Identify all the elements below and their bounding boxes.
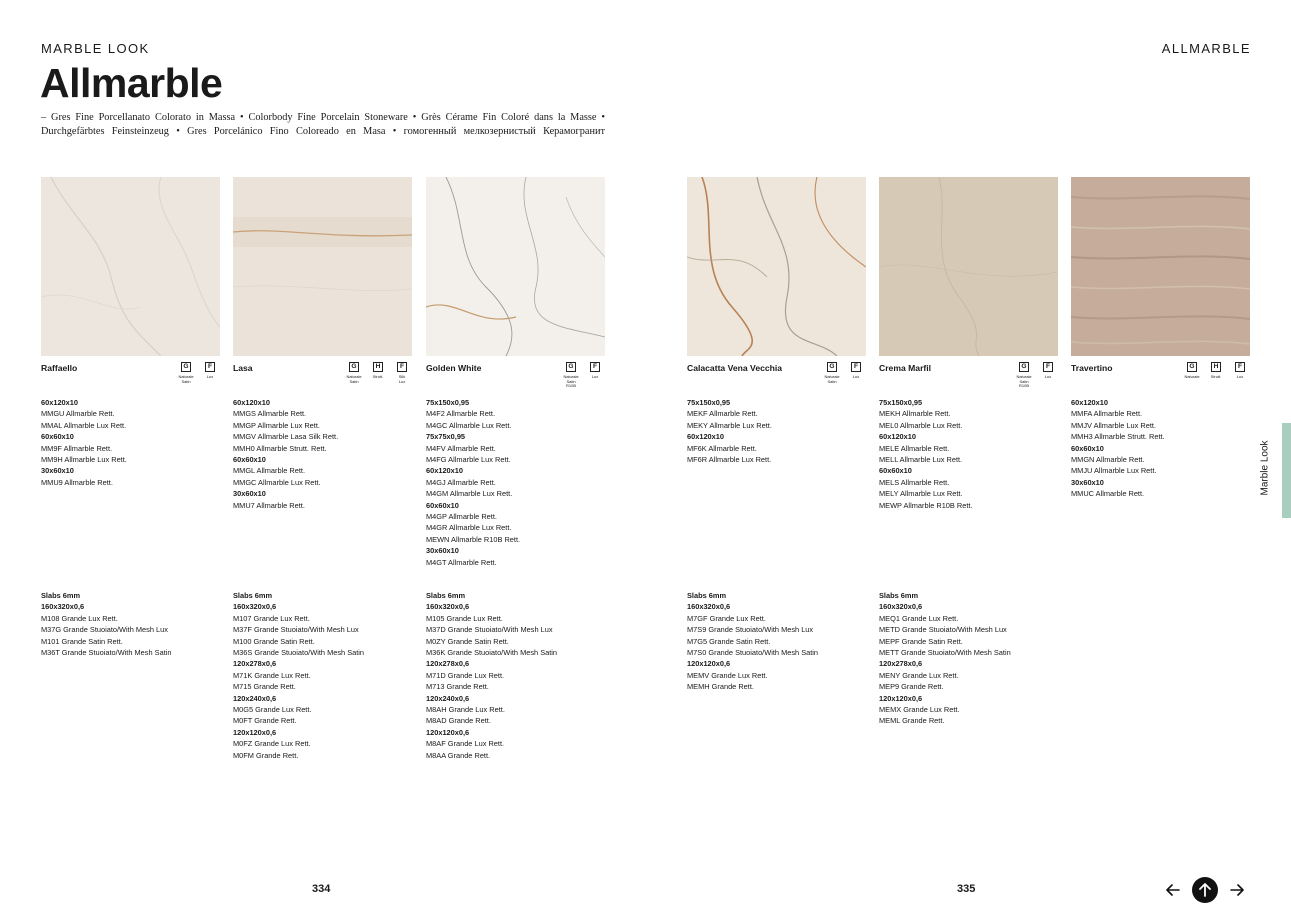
size-heading: 60x120x10 xyxy=(1071,398,1108,407)
product-code-line: M713 Grande Rett. xyxy=(426,682,489,692)
product-card xyxy=(233,177,412,402)
finish-code-icon: G xyxy=(1019,362,1029,372)
size-heading: 120x278x0,6 xyxy=(426,659,470,669)
finish-label: Lux xyxy=(206,374,214,379)
size-heading: 120x278x0,6 xyxy=(233,659,277,669)
swatch-image xyxy=(41,177,220,356)
size-heading: 60x120x10 xyxy=(426,466,463,476)
product-code-line: MEL0 Allmarble Lux Rett. xyxy=(879,420,963,430)
product-card xyxy=(879,177,1058,402)
size-heading: 60x120x10 xyxy=(879,432,916,442)
product-card xyxy=(687,177,866,402)
size-heading: 75x150x0,95 xyxy=(879,398,923,407)
product-code-line: MMH3 Allmarble Strutt. Rett. xyxy=(1071,432,1165,442)
finish-icons xyxy=(561,362,605,389)
product-code-line: M7GF Grande Lux Rett. xyxy=(687,613,766,623)
product-name: Lasa xyxy=(233,363,253,373)
size-heading: 120x120x0,6 xyxy=(426,727,470,737)
product-code-line: MELY Allmarble Lux Rett. xyxy=(879,489,963,499)
size-heading: 60x60x10 xyxy=(426,500,459,510)
finish-code-icon: F xyxy=(851,362,861,372)
product-code-line: MMGP Allmarble Lux Rett. xyxy=(233,420,320,430)
product-code-line: M7S0 Grande Stuoiato/With Mesh Satin xyxy=(687,648,819,658)
product-code-line: MM9F Allmarble Rett. xyxy=(41,443,113,453)
product-code-line: M105 Grande Lux Rett. xyxy=(426,613,503,623)
product-code-line: MELS Allmarble Rett. xyxy=(879,477,950,487)
product-code-line: MEPF Grande Satin Rett. xyxy=(879,636,963,646)
swatch-texture-crema-marfil xyxy=(879,177,1058,356)
size-heading: Slabs 6mm xyxy=(233,591,273,600)
brand-label: ALLMARBLE xyxy=(1161,41,1251,56)
product-code-line: M36S Grande Stuoiato/With Mesh Satin xyxy=(233,648,365,658)
size-heading: Slabs 6mm xyxy=(41,591,81,600)
finish-label: Lux xyxy=(591,374,599,379)
product-code-line: M71D Grande Lux Rett. xyxy=(426,670,505,680)
size-heading: 75x150x0,95 xyxy=(687,398,731,407)
product-code-line: MEKH Allmarble Rett. xyxy=(879,409,951,419)
product-name: Crema Marfil xyxy=(879,363,932,373)
finish-code-icon: G xyxy=(181,362,191,372)
finish-code-icon: G xyxy=(566,362,576,372)
finish-code-icon: H xyxy=(1211,362,1221,372)
product-code-line: M4GP Allmarble Rett. xyxy=(426,512,497,522)
size-heading: 120x240x0,6 xyxy=(426,693,470,703)
product-code-line: MMU7 Allmarble Rett. xyxy=(233,500,305,510)
swatch-image xyxy=(687,177,866,356)
size-heading: 60x60x10 xyxy=(1071,443,1104,453)
size-heading: 120x240x0,6 xyxy=(233,693,277,703)
product-code-line: M0FT Grande Rett. xyxy=(233,716,297,726)
code-list xyxy=(687,397,866,465)
product-code-line: MMJV Allmarble Lux Rett. xyxy=(1071,420,1157,430)
size-heading: 160x320x0,6 xyxy=(879,602,923,612)
size-heading: 60x120x10 xyxy=(687,432,724,442)
size-heading: 30x60x10 xyxy=(426,546,459,556)
product-code-line: MMAL Allmarble Lux Rett. xyxy=(41,420,127,430)
swatch-texture-calacatta-vena-vecchia xyxy=(687,177,866,356)
product-code-line: MEMX Grande Lux Rett. xyxy=(879,705,960,715)
product-name: Calacatta Vena Vecchia xyxy=(687,363,783,373)
product-code-line: M4GJ Allmarble Rett. xyxy=(426,477,496,487)
finish-label: Strutt. xyxy=(372,374,384,379)
product-code-line: M0ZY Grande Satin Rett. xyxy=(426,636,509,646)
finish-code-icon: F xyxy=(205,362,215,372)
size-heading: 120x120x0,6 xyxy=(687,659,731,669)
product-code-line: M4GC Allmarble Lux Rett. xyxy=(426,420,512,430)
subtitle-line: – Gres Fine Porcellanato Colorato in Massa • Colorbody Fine Porcelain Stoneware • Grès Cérame Fin Coloré dans la Masse • xyxy=(41,112,605,123)
product-code-line: MELL Allmarble Lux Rett. xyxy=(879,455,963,465)
finish-code-icon: F xyxy=(397,362,407,372)
product-code-line: M4F2 Allmarble Rett. xyxy=(426,409,496,419)
size-heading: 75x75x0,95 xyxy=(426,432,466,442)
product-name: Golden White xyxy=(426,363,482,373)
page-number-left: 334 xyxy=(312,883,331,895)
size-heading: Slabs 6mm xyxy=(879,591,919,600)
product-code-line: M101 Grande Satin Rett. xyxy=(41,636,123,646)
product-card xyxy=(426,177,605,402)
product-code-line: M4FV Allmarble Rett. xyxy=(426,443,496,453)
swatch-texture-raffaello xyxy=(41,177,220,356)
product-code-line: MMGL Allmarble Rett. xyxy=(233,466,306,476)
product-code-line: M107 Grande Lux Rett. xyxy=(233,613,310,623)
product-code-line: M4GR Allmarble Lux Rett. xyxy=(426,523,512,533)
product-code-line: MMGU Allmarble Rett. xyxy=(41,409,115,419)
page-number-right: 335 xyxy=(957,883,976,895)
finish-code-icon: F xyxy=(1043,362,1053,372)
finish-code-icon: F xyxy=(590,362,600,372)
arrow-left-icon xyxy=(1166,884,1180,896)
subtitle xyxy=(41,111,605,139)
slab-list xyxy=(687,590,866,693)
product-code-line: M0FM Grande Rett. xyxy=(233,750,299,760)
product-code-line: MF6R Allmarble Lux Rett. xyxy=(687,455,772,465)
subtitle-line: Durchgefärbtes Feinsteinzeug • Gres Porcelánico Fino Coloreado en Masa • гомогенный мелкозернистый Керамогранит xyxy=(41,126,605,137)
product-code-line: M4FG Allmarble Lux Rett. xyxy=(426,455,511,465)
product-name: Travertino xyxy=(1071,363,1113,373)
product-code-line: MMJU Allmarble Lux Rett. xyxy=(1071,466,1157,476)
product-name: Raffaello xyxy=(41,363,78,373)
product-code-line: M0FZ Grande Lux Rett. xyxy=(233,739,311,749)
finish-icons xyxy=(1014,362,1058,389)
size-heading: 30x60x10 xyxy=(233,489,266,499)
product-code-line: MENY Grande Lux Rett. xyxy=(879,670,959,680)
product-code-line: M4GT Allmarble Rett. xyxy=(426,557,497,567)
size-heading: 60x60x10 xyxy=(233,455,266,465)
size-heading: 60x120x10 xyxy=(233,398,270,407)
slab-list xyxy=(41,590,220,658)
size-heading: 30x60x10 xyxy=(1071,477,1104,487)
code-list xyxy=(1071,397,1250,500)
product-code-line: M715 Grande Rett. xyxy=(233,682,296,692)
finish-label: Naturale Satin R10B xyxy=(563,374,579,389)
swatch-texture-lasa xyxy=(233,177,412,356)
code-list xyxy=(41,397,220,488)
finish-code-icon: H xyxy=(373,362,383,372)
size-heading: 160x320x0,6 xyxy=(687,602,731,612)
finish-label: Lux xyxy=(1236,374,1244,379)
finish-label: Naturale Satin xyxy=(178,374,194,384)
product-code-line: M8AF Grande Lux Rett. xyxy=(426,739,505,749)
finish-code-icon: G xyxy=(1187,362,1197,372)
product-code-line: MEWN Allmarble R10B Rett. xyxy=(426,534,521,544)
finish-icons xyxy=(344,362,412,384)
finish-icons xyxy=(1182,362,1250,380)
size-heading: 75x150x0,95 xyxy=(426,398,470,407)
product-card xyxy=(41,177,220,402)
product-code-line: METD Grande Stuoiato/With Mesh Lux xyxy=(879,625,1007,635)
product-code-line: MEKF Allmarble Rett. xyxy=(687,409,758,419)
finish-code-icon: G xyxy=(827,362,837,372)
product-code-line: M0G5 Grande Lux Rett. xyxy=(233,705,312,715)
product-code-line: M36T Grande Stuoiato/With Mesh Satin xyxy=(41,648,172,658)
size-heading: 120x278x0,6 xyxy=(879,659,923,669)
product-code-line: MELE Allmarble Rett. xyxy=(879,443,950,453)
size-heading: 60x60x10 xyxy=(41,432,74,442)
product-code-line: M8AH Grande Lux Rett. xyxy=(426,705,505,715)
previous-page-button[interactable] xyxy=(1160,877,1186,903)
code-list xyxy=(426,397,605,568)
swatch-image xyxy=(1071,177,1250,356)
finish-label: Naturale xyxy=(1184,374,1200,379)
product-code-line: METT Grande Stuoiato/With Mesh Satin xyxy=(879,648,1011,658)
product-code-line: MMFA Allmarble Rett. xyxy=(1071,409,1143,419)
size-heading: 120x120x0,6 xyxy=(233,727,277,737)
product-code-line: M37G Grande Stuoiato/With Mesh Lux xyxy=(41,625,168,635)
swatch-texture-travertino xyxy=(1071,177,1250,356)
swatch-image xyxy=(426,177,605,356)
product-code-line: MEML Grande Rett. xyxy=(879,716,945,726)
finish-label: Naturale Satin R10B xyxy=(1016,374,1032,389)
size-heading: 60x60x10 xyxy=(879,466,912,476)
back-to-top-button[interactable] xyxy=(1192,877,1218,903)
finish-label: Silk Lux xyxy=(398,374,406,384)
product-code-line: M7S9 Grande Stuoiato/With Mesh Lux xyxy=(687,625,814,635)
finish-label: Strutt. xyxy=(1210,374,1222,379)
product-code-line: M8AD Grande Rett. xyxy=(426,716,491,726)
page-title: Allmarble xyxy=(40,60,223,106)
code-list xyxy=(879,397,1058,511)
swatch-image xyxy=(233,177,412,356)
finish-icons xyxy=(822,362,866,384)
side-tab-label: Marble Look xyxy=(1259,440,1271,496)
product-code-line: MEQ1 Grande Lux Rett. xyxy=(879,613,959,623)
code-list xyxy=(233,397,412,511)
product-code-line: M4GM Allmarble Lux Rett. xyxy=(426,489,513,499)
product-code-line: M37F Grande Stuoiato/With Mesh Lux xyxy=(233,625,359,635)
size-heading: 30x60x10 xyxy=(41,466,74,476)
product-code-line: MM9H Allmarble Lux Rett. xyxy=(41,455,127,465)
product-code-line: MF6K Allmarble Rett. xyxy=(687,443,757,453)
product-code-line: M108 Grande Lux Rett. xyxy=(41,613,118,623)
product-card xyxy=(1071,177,1250,402)
arrow-up-icon xyxy=(1199,883,1211,897)
product-code-line: MMGV Allmarble Lasa Silk Rett. xyxy=(233,432,339,442)
product-code-line: MEKY Allmarble Lux Rett. xyxy=(687,420,772,430)
arrow-right-icon xyxy=(1230,884,1244,896)
product-code-line: MEWP Allmarble R10B Rett. xyxy=(879,500,973,510)
slab-list xyxy=(233,590,412,761)
product-code-line: M37D Grande Stuoiato/With Mesh Lux xyxy=(426,625,553,635)
product-code-line: M36K Grande Stuoiato/With Mesh Satin xyxy=(426,648,558,658)
product-code-line: M7G5 Grande Satin Rett. xyxy=(687,636,771,646)
size-heading: 160x320x0,6 xyxy=(426,602,470,612)
finish-icons xyxy=(176,362,220,384)
size-heading: Slabs 6mm xyxy=(687,591,727,600)
size-heading: Slabs 6mm xyxy=(426,591,466,600)
finish-label: Naturale Satin xyxy=(824,374,840,384)
finish-code-icon: G xyxy=(349,362,359,372)
product-code-line: M8AA Grande Rett. xyxy=(426,750,491,760)
size-heading: 160x320x0,6 xyxy=(233,602,277,612)
size-heading: 160x320x0,6 xyxy=(41,602,85,612)
finish-label: Lux xyxy=(852,374,860,379)
product-code-line: MMU9 Allmarble Rett. xyxy=(41,477,113,487)
swatch-image xyxy=(879,177,1058,356)
product-code-line: MMH0 Allmarble Strutt. Rett. xyxy=(233,443,327,453)
product-code-line: MMGN Allmarble Rett. xyxy=(1071,455,1145,465)
side-tab-marker xyxy=(1282,423,1291,518)
product-code-line: M100 Grande Satin Rett. xyxy=(233,636,315,646)
size-heading: 120x120x0,6 xyxy=(879,693,923,703)
swatch-texture-golden-white xyxy=(426,177,605,356)
next-page-button[interactable] xyxy=(1224,877,1250,903)
product-code-line: MEMV Grande Lux Rett. xyxy=(687,670,768,680)
product-code-line: MEP9 Grande Rett. xyxy=(879,682,944,692)
product-code-line: MMUC Allmarble Rett. xyxy=(1071,489,1145,499)
slab-list xyxy=(426,590,605,761)
slab-list xyxy=(879,590,1058,727)
finish-code-icon: F xyxy=(1235,362,1245,372)
product-code-line: MEMH Grande Rett. xyxy=(687,682,754,692)
finish-label: Naturale Satin xyxy=(346,374,362,384)
product-code-line: MMGC Allmarble Lux Rett. xyxy=(233,477,321,487)
category-label: MARBLE LOOK xyxy=(41,41,150,56)
finish-label: Lux xyxy=(1044,374,1052,379)
product-code-line: M71K Grande Lux Rett. xyxy=(233,670,311,680)
product-code-line: MMGS Allmarble Rett. xyxy=(233,409,307,419)
size-heading: 60x120x10 xyxy=(41,398,78,407)
